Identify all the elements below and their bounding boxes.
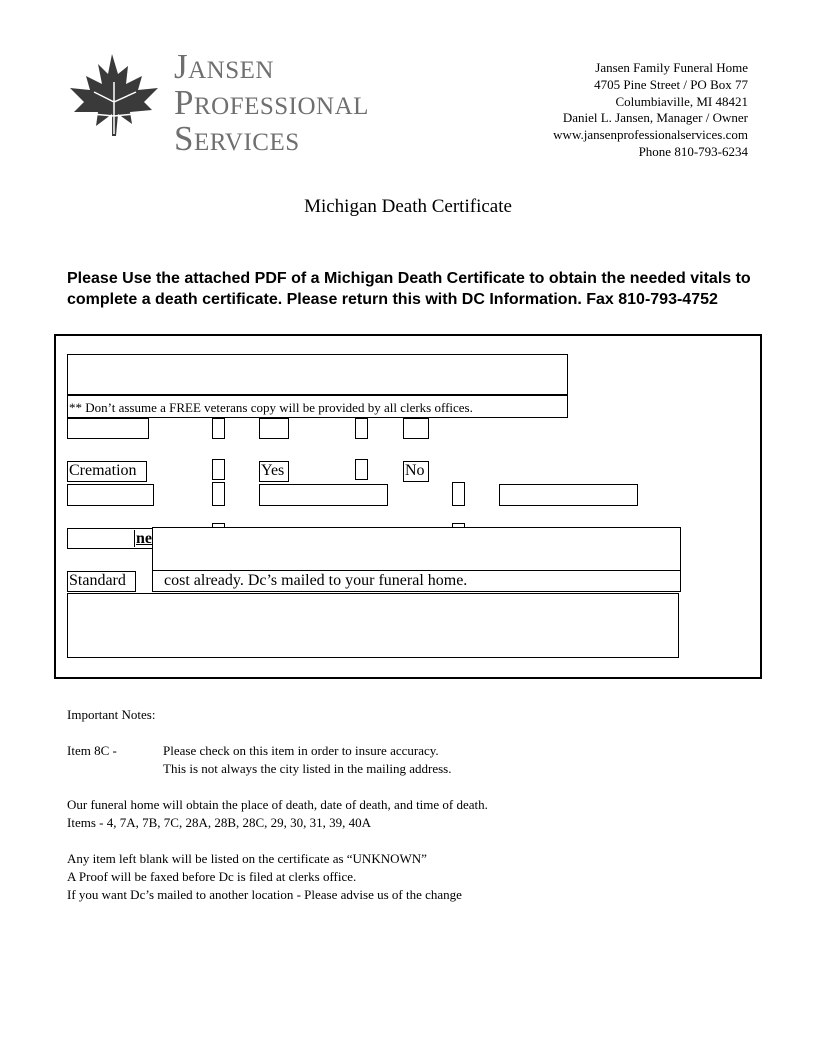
intro-paragraph: Please Use the attached PDF of a Michigan Death Certificate to obtain the needed vitals to complete a death certificate. Please return this with DC Information. Fax 810-793-4752 xyxy=(67,270,751,308)
comments-textarea[interactable] xyxy=(67,593,679,658)
items-list: Items - 4, 7A, 7B, 7C, 28A, 28B, 28C, 29, 30, 31, 39, 40A xyxy=(67,815,372,830)
blank-item-note: Any item left blank will be listed on the certificate as “UNKNOWN” xyxy=(67,851,427,866)
item-8c-label: Item 8C - xyxy=(67,743,117,758)
item-8c-line-2: This is not always the city listed in the mailing address. xyxy=(163,761,452,776)
veteran-copy-note: ** Don’t assume a FREE veterans copy will be provided by all clerks offices. xyxy=(67,395,568,418)
overlay-panel xyxy=(152,527,681,571)
cremation-checkbox[interactable] xyxy=(212,459,225,480)
contact-block xyxy=(553,60,748,161)
logo-line-3: Services xyxy=(174,119,300,158)
input-field[interactable] xyxy=(259,484,388,506)
city-state-zip: Columbiaville, MI 48421 xyxy=(615,93,748,109)
input-field[interactable] xyxy=(403,418,429,439)
maple-leaf-icon xyxy=(68,52,160,138)
logo-line-1: Jansen xyxy=(174,47,274,86)
checkbox[interactable] xyxy=(212,482,225,506)
input-field[interactable] xyxy=(259,418,289,439)
notes-heading: Important Notes: xyxy=(67,707,156,722)
logo-line-2: Professional xyxy=(174,83,369,122)
input-field[interactable] xyxy=(67,418,149,439)
obtain-note: Our funeral home will obtain the place of death, date of death, and time of death. xyxy=(67,797,488,812)
partial-label: ne xyxy=(134,530,155,547)
document-title: Michigan Death Certificate xyxy=(304,196,512,217)
cost-note: cost already. Dc’s mailed to your funeral home. xyxy=(152,570,681,592)
checkbox[interactable] xyxy=(212,418,225,439)
yes-checkbox[interactable] xyxy=(355,459,368,480)
phone-number: Phone 810-793-6234 xyxy=(638,143,748,159)
company-logo-text xyxy=(174,47,369,158)
checkbox[interactable] xyxy=(355,418,368,439)
website-link[interactable]: www.jansenprofessionalservices.com xyxy=(553,127,748,143)
funeral-home-name: Jansen Family Funeral Home xyxy=(595,60,748,75)
input-field[interactable] xyxy=(499,484,638,506)
proof-note: A Proof will be faxed before Dc is filed at clerks office. xyxy=(67,869,357,884)
important-notes xyxy=(67,706,757,904)
no-label: No xyxy=(403,461,429,482)
street-address: 4705 Pine Street / PO Box 77 xyxy=(594,76,748,92)
item-8c-note xyxy=(67,742,757,778)
standard-label: Standard xyxy=(67,571,136,592)
yes-label: Yes xyxy=(259,461,289,482)
manager-name: Daniel L. Jansen, Manager / Owner xyxy=(562,110,748,126)
cremation-label: Cremation xyxy=(67,461,147,482)
input-field[interactable] xyxy=(67,484,154,506)
checkbox[interactable] xyxy=(452,482,465,506)
item-8c-line-1: Please check on this item in order to insure accuracy. xyxy=(163,743,439,758)
mailing-note: If you want Dc’s mailed to another location - Please advise us of the change xyxy=(67,887,462,902)
top-text-field[interactable] xyxy=(67,354,568,395)
